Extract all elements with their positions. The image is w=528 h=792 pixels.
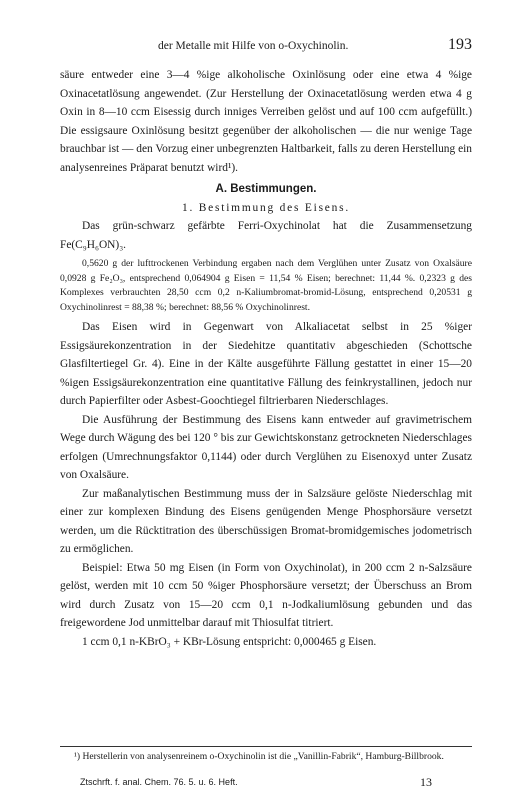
- paragraph-example: Beispiel: Etwa 50 mg Eisen (in Form von Oxychinolat), in 200 ccm 2 n-Salzsäure gelöst, werden mit 10 ccm 50 %iger Phosphorsäure versetzt; der Überschuss an Brom wird durch Zusatz von 15—20 ccm 0,1 n-Jodkaliumlösung gebunden und das freigewordene Jod unmittelbar darauf mit Thiosulfat titriert.: [60, 561, 472, 630]
- footnote: [60, 750, 472, 764]
- footnote-text: Herstellerin von analysenreinem o-Oxychinolin ist die „Vanillin-Fabrik“, Hamburg-Billbrook.: [82, 751, 444, 762]
- section-heading: A. Bestimmungen.: [215, 183, 317, 195]
- footnote-area: [60, 746, 472, 764]
- signature-mark: 13: [420, 775, 432, 789]
- journal-citation: Ztschrft. f. anal. Chem. 76. 5. u. 6. Heft.: [80, 777, 238, 787]
- running-title: der Metalle mit Hilfe von o-Oxychinolin.: [158, 40, 349, 52]
- main-text: [60, 66, 472, 651]
- paragraph-analysis: 0,5620 g der lufttrockenen Verbindung ergaben nach dem Verglühen unter Zusatz von Oxalsäure 0,0928 g Fe₂O₃, entsprechend 0,064904 g Eisen = 11,54 % Eisen; berechnet: 11,44 %. 0,2323 g des Komplexes verbrauchten 28,50 ccm 0,2 n-Kaliumbromat-bromid-Lösung, entsprechend 0,20531 g Oxychinolinrest = 88,38 %; berechnet: 88,56 % Oxychinolinrest.: [60, 258, 472, 313]
- paragraph-gravimetric: Die Ausführung der Bestimmung des Eisens kann entweder auf gravimetrischem Wege durch Wägung des bei 120 ° bis zur Gewichtskonstanz getrockneten Niederschlages erfolgen (Umrechnungsfaktor 0,1144) oder durch Verglühen zu Eisenoxyd unter Zusatz von Oxalsäure.: [60, 413, 472, 482]
- paragraph-equivalence: 1 ccm 0,1 n-KBrO₃ + KBr-Lösung entspricht: 0,000465 g Eisen.: [82, 635, 377, 648]
- paragraph-composition: Das grün-schwarz gefärbte Ferri-Oxychinolat hat die Zusammensetzung Fe(C₉H₆ON)₃.: [60, 220, 472, 251]
- paragraph-precipitation: Das Eisen wird in Gegenwart von Alkaliacetat selbst in 25 %iger Essigsäurekonzentration in der Siedehitze quantitativ abgeschieden (Schottsche Glasfiltertiegel Gr. 4). Eine in der Kälte ausgeführte Fällung gestattet in einer 15—20 %igen Essigsäurekonzentration eine quantitative Fällung des feinkrystallinen, jedoch nur durch Papierfilter oder Asbest-Goochtiegel filtrierbaren Niederschlages.: [60, 321, 472, 408]
- analysis-block: [60, 257, 472, 315]
- paragraph-oxin-solution: säure entweder eine 3—4 %ige alkoholische Oxinlösung oder eine etwa 4 %ige Oxinacetatlösung angewendet. (Zur Herstellung der Oxinacetatlösung werden etwa 4 g Oxin in 8—10 ccm Eisessig durch inniges Verreiben gelöst und auf 100 ccm aufgefüllt.) Die essigsaure Oxinlösung besitzt gegenüber der alkoholischen — die nur wenige Tage brauchbar ist — den Vorzug einer unbegrenzten Haltbarkeit, falls zu deren Herstellung ein analysenreines Präparat benutzt wird¹).: [60, 69, 472, 174]
- journal-footer: [80, 777, 472, 787]
- running-header: [60, 36, 472, 58]
- page-number: 193: [448, 36, 472, 53]
- subsection-heading: 1. Bestimmung des Eisens.: [181, 201, 351, 214]
- paragraph-titrimetric: Zur maßanalytischen Bestimmung muss der in Salzsäure gelöste Niederschlag mit einer zur komplexen Bindung des Eisens genügenden Menge Phosphorsäure versetzt werden, um die Rücktitration des überschüssigen Bromat-bromidgemisches jodometrisch zu ermöglichen.: [60, 487, 472, 556]
- footnote-marker: ¹): [74, 751, 81, 762]
